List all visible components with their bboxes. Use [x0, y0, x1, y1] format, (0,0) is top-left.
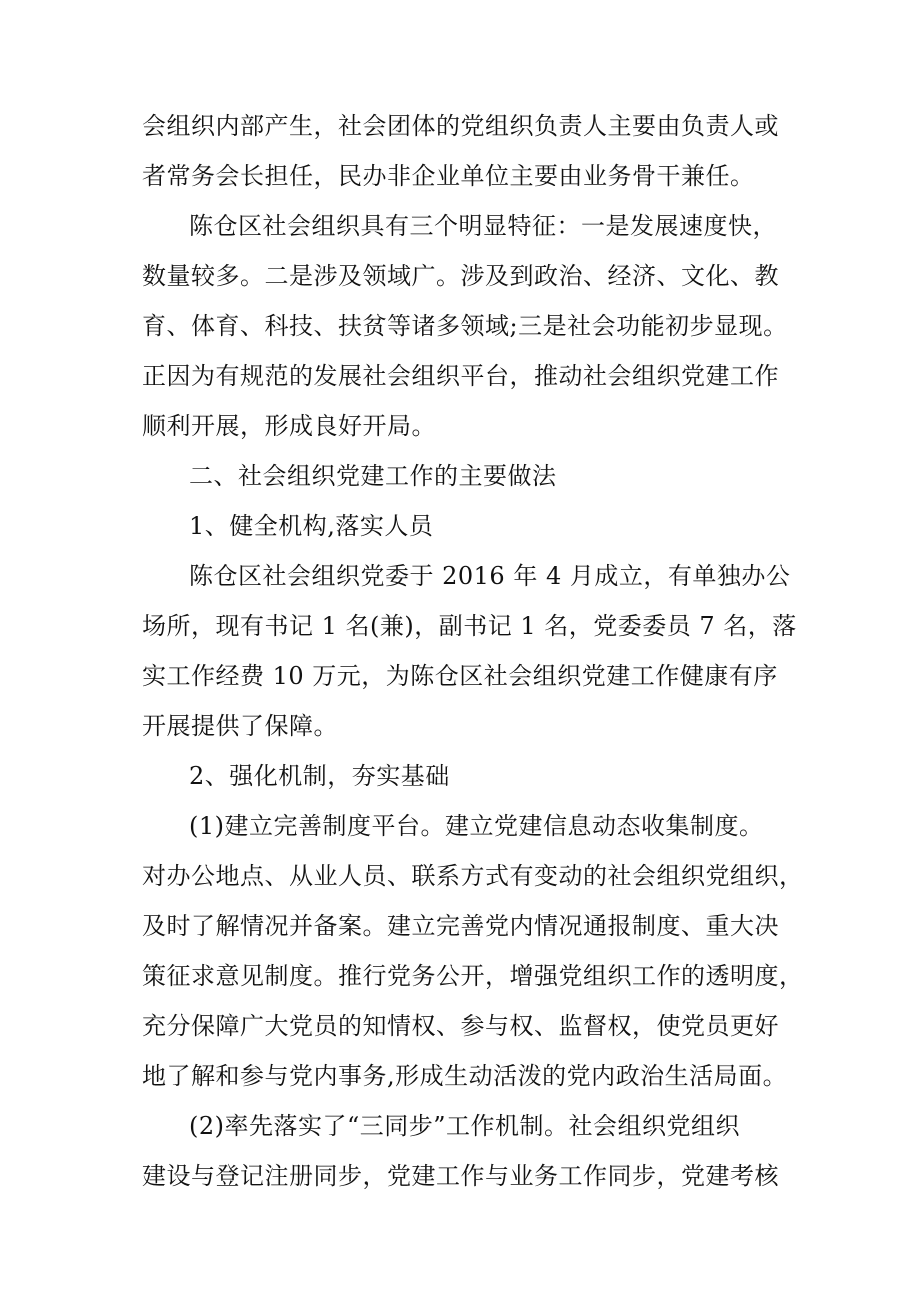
text-line: 正因为有规范的发展社会组织平台，推动社会组织党建工作 — [142, 362, 779, 390]
text-line: 者常务会长担任，民办非企业单位主要由业务骨干兼任。 — [142, 162, 755, 190]
subsection-heading: 1、健全机构,落实人员 — [189, 512, 434, 540]
text-line: 对办公地点、从业人员、联系方式有变动的社会组织党组织， — [142, 862, 804, 890]
text-line: 场所，现有书记 1 名(兼)，副书记 1 名，党委委员 7 名，落 — [142, 612, 797, 640]
paragraph-start-line: 陈仓区社会组织具有三个明显特征：一是发展速度快， — [189, 212, 777, 240]
text-line: 及时了解情况并备案。建立完善党内情况通报制度、重大决 — [142, 912, 779, 940]
paragraph-start-line: 陈仓区社会组织党委于 2016 年 4 月成立，有单独办公 — [189, 562, 791, 590]
text-line: 会组织内部产生，社会团体的党组织负责人主要由负责人或 — [142, 112, 779, 140]
text-line: 充分保障广大党员的知情权、参与权、监督权，使党员更好 — [142, 1012, 779, 1040]
text-line: 顺利开展，形成良好开局。 — [142, 412, 436, 440]
subsection-heading: 2、强化机制，夯实基础 — [189, 762, 450, 790]
section-heading: 二、社会组织党建工作的主要做法 — [189, 462, 557, 490]
text-line: 策征求意见制度。推行党务公开，增强党组织工作的透明度， — [142, 962, 804, 990]
text-line: 建设与登记注册同步，党建工作与业务工作同步，党建考核 — [142, 1162, 779, 1190]
text-line: 开展提供了保障。 — [142, 712, 338, 740]
paragraph-start-line: (2)率先落实了“三同步”工作机制。社会组织党组织 — [189, 1112, 741, 1140]
text-line: 地了解和参与党内事务,形成生动活泼的党内政治生活局面。 — [142, 1062, 788, 1090]
paragraph-start-line: (1)建立完善制度平台。建立党建信息动态收集制度。 — [189, 812, 764, 840]
text-line: 实工作经费 10 万元，为陈仓区社会组织党建工作健康有序 — [142, 662, 778, 690]
text-line: 育、体育、科技、扶贫等诸多领域;三是社会功能初步显现。 — [142, 312, 788, 340]
text-line: 数量较多。二是涉及领域广。涉及到政治、经济、文化、教 — [142, 262, 779, 290]
